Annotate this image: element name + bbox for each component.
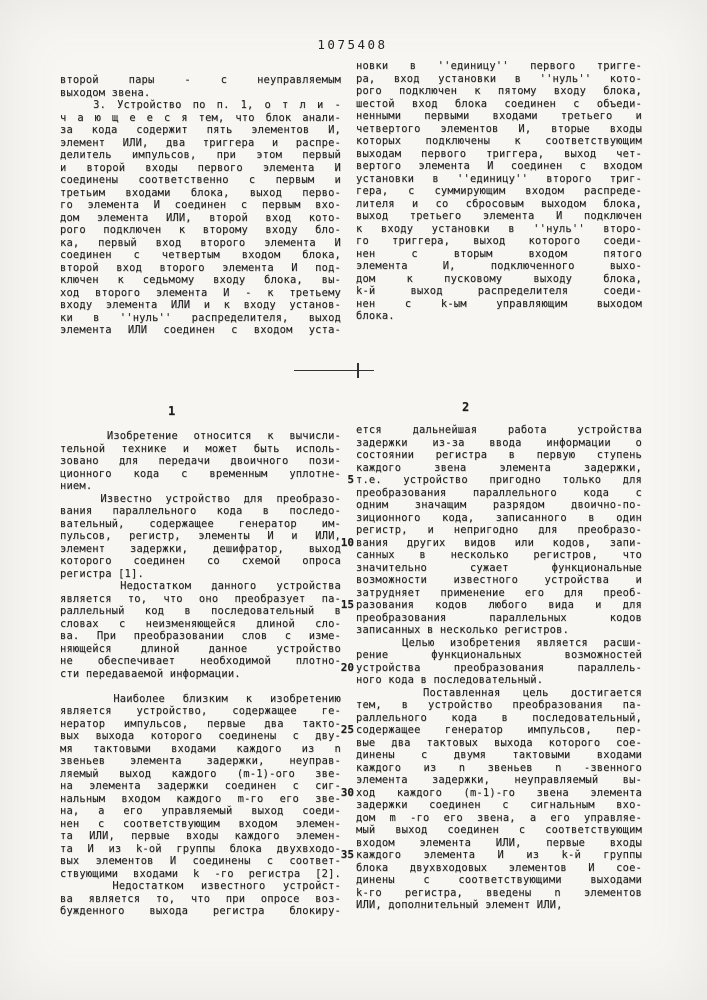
text-line: записанных в несколько регистров.: [356, 624, 570, 636]
text-line: нен с вторым входом пятого: [356, 247, 642, 260]
text-line: рение функциональных возможностей: [356, 649, 642, 661]
text-line: выход третьего элемента И подключен: [356, 210, 642, 222]
text-line: возможности известного устройства и: [356, 574, 642, 586]
text-line: рого подключен к пятому входу блока,: [356, 85, 642, 97]
gutter-line-number: 10: [340, 536, 354, 549]
text-line: входом элемента ИЛИ, первые входы: [356, 836, 642, 849]
text-line: элемента задержки, неуправляемый вы-: [356, 774, 642, 786]
text-line: нен с соответствующим входом элемен-: [60, 817, 341, 830]
text-line: Изобретение относится к вычисли-: [60, 430, 341, 442]
text-line: мя тактовыми входами каждого из n: [60, 742, 341, 755]
text-line: второй пары - с неуправляемым: [60, 74, 341, 86]
text-line: рого подключен к второму входу бло-: [60, 224, 341, 236]
text-line: динены с соответствующими выходами: [356, 874, 642, 886]
center-mark-line: [294, 370, 374, 371]
text-line: состоянии регистра в первую ступень: [356, 449, 642, 461]
text-line: ного кода в последовательный.: [356, 674, 544, 686]
text-line: каждого звена элемента задержки,: [356, 461, 642, 474]
description-column-left: [60, 430, 341, 918]
text-line: Недостатком данного устройства: [60, 580, 341, 592]
text-line: го элемента И соединен с первым вхо-: [60, 199, 341, 211]
text-line: ИЛИ, дополнительный элемент ИЛИ,: [356, 899, 563, 911]
text-line: на, а его управляемый выход соеди-: [60, 805, 341, 817]
text-line: го триггера, выход которого соеди-: [356, 235, 642, 247]
text-line: раллельного кода в последовательный,: [356, 711, 642, 724]
text-line: нератор импульсов, первые два такто-: [60, 717, 341, 730]
text-line: на элемента задержки соединен с сиг-: [60, 780, 341, 792]
gutter-line-number: 30: [340, 786, 354, 799]
text-line: Недостатком известного устройст-: [60, 880, 341, 892]
text-line: ва. При преобразовании слов с изме-: [60, 630, 341, 642]
text-line: каждого из n звеньев n -звенного: [356, 761, 642, 774]
text-line: ционного кода с временным уплотне-: [60, 467, 341, 480]
text-line: за кода содержит пять элементов И,: [60, 124, 341, 136]
text-line: второй вход второго элемента И под-: [60, 261, 341, 274]
text-line: словах с неизменяющейся длиной сло-: [60, 617, 341, 630]
text-line: Поставленная цель достигается: [356, 686, 642, 699]
text-line: нальным входом каждого m-го его зве-: [60, 792, 341, 805]
text-line: является устройство, содержащее ге-: [60, 705, 341, 717]
text-line: раллельный код в последовательный в: [60, 605, 341, 617]
text-line: ненными первыми входами третьего и: [356, 110, 642, 122]
text-line: ход второго элемента И - к третьему: [60, 286, 341, 299]
text-line: выходом звена.: [60, 86, 151, 99]
gutter-line-number: 15: [340, 598, 354, 611]
text-line: бужденного выхода регистра блокиру-: [60, 905, 341, 917]
text-line: вых элементов И соединены с соответ-: [60, 855, 341, 867]
text-line: преобразования параллельных кодов: [356, 611, 642, 624]
text-line: одним значащим разрядом двоично-по-: [356, 499, 642, 511]
text-line: затрудняет применение его для преоб-: [356, 586, 642, 599]
text-line: выходам первого триггера, выход чет-: [356, 147, 642, 160]
claims-column-right: [356, 60, 642, 323]
text-line: дом к пусковому выходу блока,: [356, 272, 642, 285]
text-line: элемента ИЛИ соединен с входом уста-: [60, 324, 341, 336]
text-line: дом элемента ИЛИ, второй вход кото-: [60, 211, 341, 224]
text-line: ется дальнейшая работа устройства: [356, 424, 642, 436]
text-line: регистра [1].: [60, 567, 144, 580]
gutter-line-number: 25: [340, 723, 354, 736]
text-line: ки в ''нуль'' распределителя, выход: [60, 311, 341, 324]
text-line: задержки соединен с сигнальным вхо-: [356, 799, 642, 811]
text-line: ка, первый вход второго элемента И: [60, 236, 341, 249]
claims-column-left: [60, 74, 341, 337]
text-line: ва является то, что при опросе воз-: [60, 892, 341, 905]
text-line: элемент ИЛИ, два триггера и распре-: [60, 136, 341, 149]
text-line: зиционного кода, записанного в один: [356, 511, 642, 524]
text-line: т.е. устройство пригодно только для: [356, 474, 642, 486]
text-line: которого соединен со схемой опроса: [60, 555, 341, 567]
text-line: ч а ю щ е е с я тем, что блок анали-: [60, 111, 341, 124]
text-line: вания параллельного кода в последо-: [60, 505, 341, 517]
center-mark-cross-icon: [357, 363, 359, 378]
text-line: блока двухвходовых элементов И сое-: [356, 861, 642, 874]
text-line: содержащее генератор импульсов, пер-: [356, 724, 642, 736]
text-line: является то, что оно преобразует па-: [60, 592, 341, 605]
text-line: значительно сужает функциональные: [356, 561, 642, 574]
text-line: к входу установки в ''нуль'' второ-: [356, 222, 642, 235]
patent-number: 1075408: [317, 37, 388, 52]
text-line: задержки из-за ввода информации о: [356, 436, 642, 449]
text-line: динены с двумя тактовыми входами: [356, 749, 642, 761]
text-line: гера, с суммирующим входом распреде-: [356, 185, 642, 197]
text-line: элемент задержки, дешифратор, выход: [60, 542, 341, 555]
column-number-2: 2: [462, 400, 470, 414]
gutter-line-number: 20: [340, 661, 354, 674]
text-line: вательный, содержащее генератор им-: [60, 517, 341, 530]
text-line: блока.: [356, 310, 395, 322]
text-line: соединены соответственно с первым и: [60, 174, 341, 186]
text-line: Наиболее близким к изобретению: [60, 692, 341, 705]
text-line: вые два тактовых выхода которого сое-: [356, 736, 642, 749]
text-line: ход каждого (m-1)-го звена элемента: [356, 786, 642, 799]
text-line: тельной технике и может быть исполь-: [60, 442, 341, 455]
text-line: не обеспечивает необходимой плотно-: [60, 655, 341, 667]
text-line: которых подключены к соответствующим: [356, 135, 642, 147]
text-line: установки в ''единицу'' второго триг-: [356, 172, 642, 185]
text-line: устройства преобразования параллель-: [356, 661, 642, 674]
text-line: делитель импульсов, при этом первый: [60, 149, 341, 161]
text-line: новки в ''единицу'' первого тригге-: [356, 60, 642, 72]
gutter-line-number: 35: [340, 848, 354, 861]
text-line: ключен к седьмому входу блока, вы-: [60, 274, 341, 286]
text-line: соединен с четвертым входом блока,: [60, 249, 341, 261]
text-line: та ИЛИ, первые входы каждого элемен-: [60, 830, 341, 842]
text-line: санных в несколько регистров, что: [356, 549, 642, 561]
text-line: Целью изобретения является расши-: [356, 636, 642, 649]
description-column-right: [356, 424, 642, 912]
text-line: ляемый выход каждого (m-1)-ого зве-: [60, 767, 341, 780]
text-line: преобразования параллельного кода с: [356, 486, 642, 499]
text-line: та И из k-ой группы блока двухвходо-: [60, 842, 341, 855]
text-line: сти передаваемой информации.: [60, 667, 241, 680]
text-line: пульсов, регистр, элементы И и ИЛИ,: [60, 530, 341, 542]
text-line: регистр, и непригодно для преобразо-: [356, 524, 642, 536]
text-line: разования кодов любого вида и для: [356, 599, 642, 611]
gutter-line-number: 5: [347, 473, 354, 486]
text-line: четвертого элементов И, вторые входы: [356, 122, 642, 135]
text-line: вых выхода которого соединены с дву-: [60, 730, 341, 742]
text-line: и второй входы первого элемента И: [60, 161, 341, 174]
text-line: вания других видов или кодов, запи-: [356, 536, 642, 549]
text-line: звеньев элемента задержки, неуправ-: [60, 755, 341, 767]
text-line: элемента И, подключенного выхо-: [356, 260, 642, 272]
text-line: мый выход соединен с соответствующим: [356, 824, 642, 836]
text-line: дом m -го его звена, а его управляе-: [356, 811, 642, 824]
text-line: каждого элемента И из k-й группы: [356, 849, 642, 861]
text-line: k-го регистра, введены n элементов: [356, 886, 642, 899]
text-line: вертого элемента И соединен с входом: [356, 160, 642, 172]
text-line: ра, вход установки в ''нуль'' кото-: [356, 72, 642, 85]
text-line: зовано для передачи двоичного пози-: [60, 455, 341, 467]
column-number-1: 1: [168, 404, 176, 418]
text-line: k-й выход распределителя соеди-: [356, 285, 642, 297]
text-line: третьим входами блока, выход перво-: [60, 186, 341, 199]
text-line: няющейся длиной данное устройство: [60, 642, 341, 655]
text-line: входу элемента ИЛИ и к входу установ-: [60, 299, 341, 311]
text-line: [60, 680, 341, 693]
text-line: 3. Устройство по п. 1, о т л и -: [60, 99, 341, 111]
text-line: нием.: [60, 480, 93, 492]
text-line: ствующими входами k -го регистра [2].: [60, 867, 341, 880]
text-line: Известно устройство для преобразо-: [60, 492, 341, 505]
text-line: тем, в устройство преобразования па-: [356, 699, 642, 711]
text-line: шестой вход блока соединен с объеди-: [356, 97, 642, 110]
text-line: нен с k-ым управляющим выходом: [356, 297, 642, 310]
text-line: лителя и со сбросовым выходом блока,: [356, 197, 642, 210]
